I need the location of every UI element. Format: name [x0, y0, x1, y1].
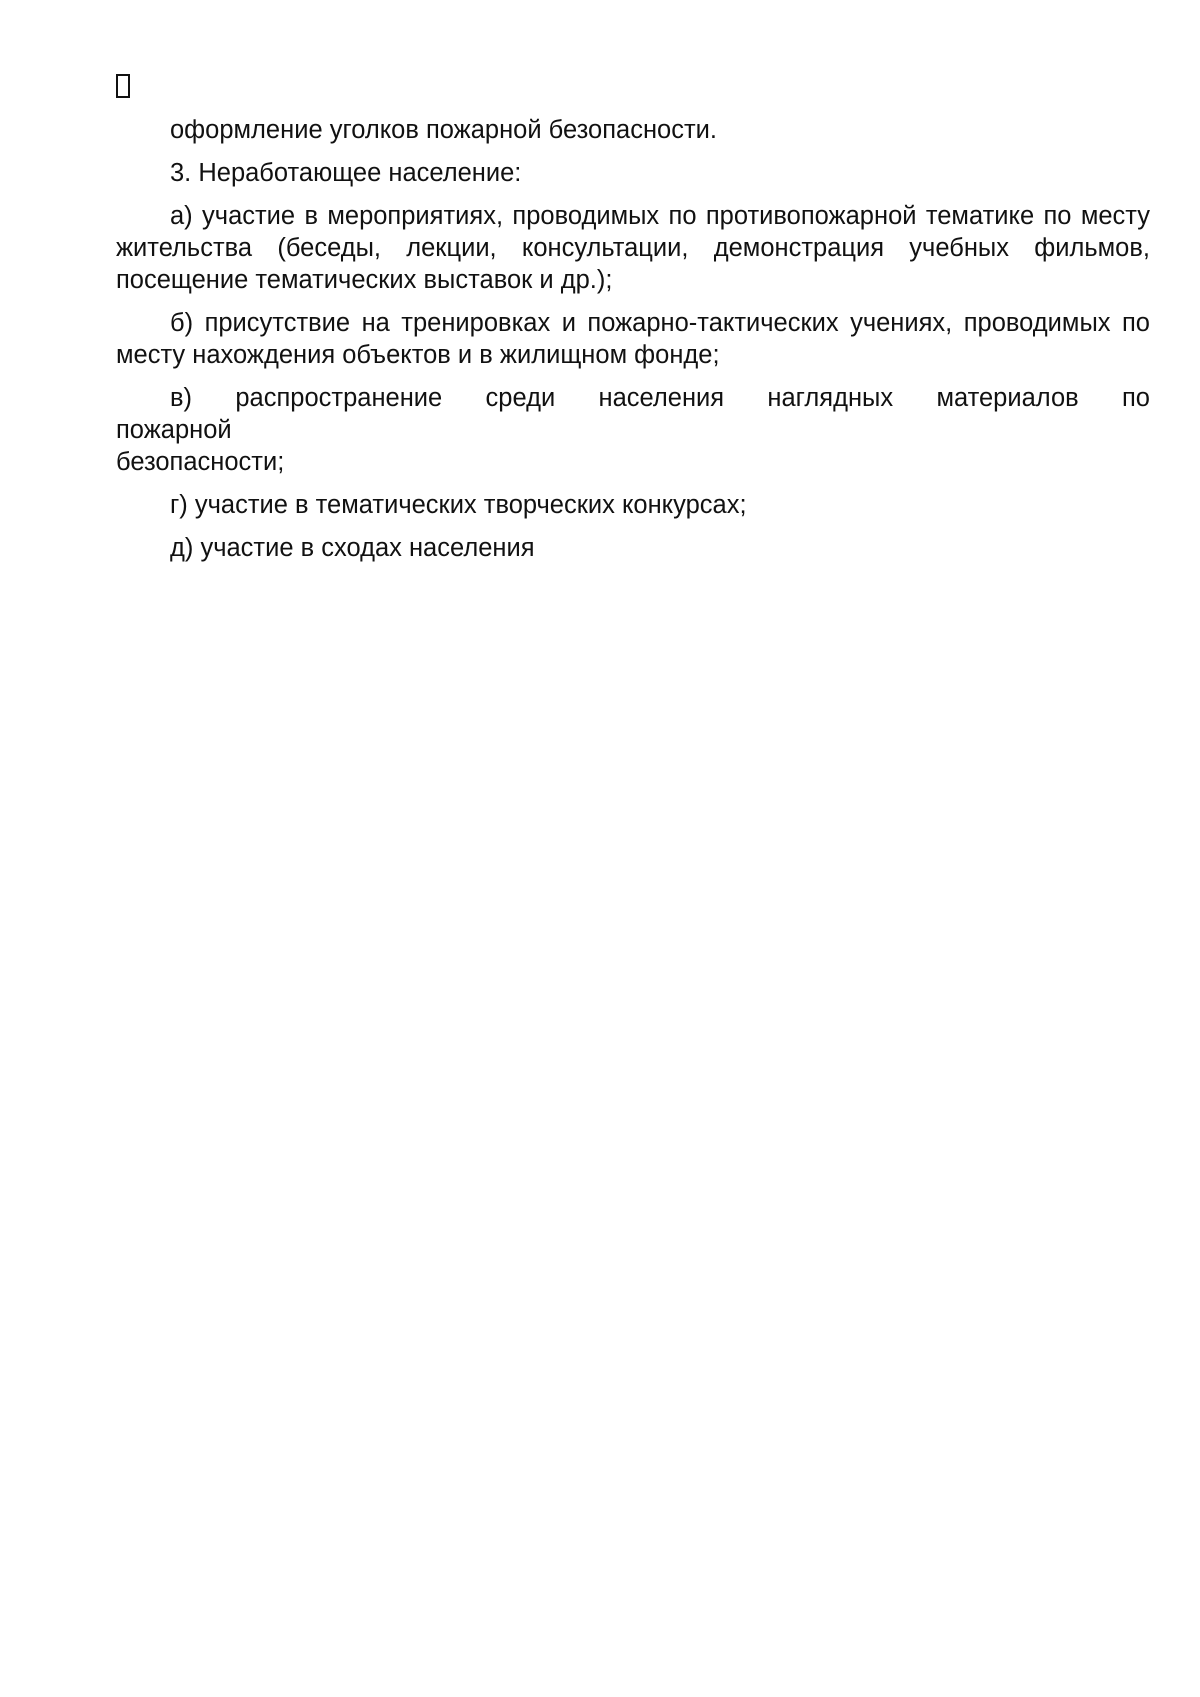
paragraph-item-d: д) участие в сходах населения	[170, 534, 535, 562]
paragraph-item-a: а) участие в мероприятиях, проводимых по противопожарной тематике по месту жительства (беседы, лекции, консультации, демонстрация учебных фильмов, посещение тематических выставок и др.);	[116, 202, 1150, 294]
paragraph-item-v-line-3: безопасности;	[116, 448, 285, 476]
paragraph-item-v	[116, 382, 1150, 478]
paragraph-item-g: г) участие в тематических творческих конкурсах;	[170, 491, 747, 519]
paragraph-item-b: б) присутствие на тренировках и пожарно-тактических учениях, проводимых по месту нахождения объектов и в жилищном фонде;	[116, 309, 1150, 369]
paragraph-item-v-line-2: пожарной	[116, 416, 232, 444]
paragraph-unemployed-population-heading: 3. Неработающее население:	[170, 159, 522, 187]
paragraph-item-v-line-1: в) распространение среди населения наглядных материалов по	[170, 384, 1150, 412]
paragraph-fire-safety-corners: оформление уголков пожарной безопасности.	[170, 116, 717, 144]
missing-glyph-icon	[116, 74, 130, 98]
document-body	[116, 114, 1150, 575]
